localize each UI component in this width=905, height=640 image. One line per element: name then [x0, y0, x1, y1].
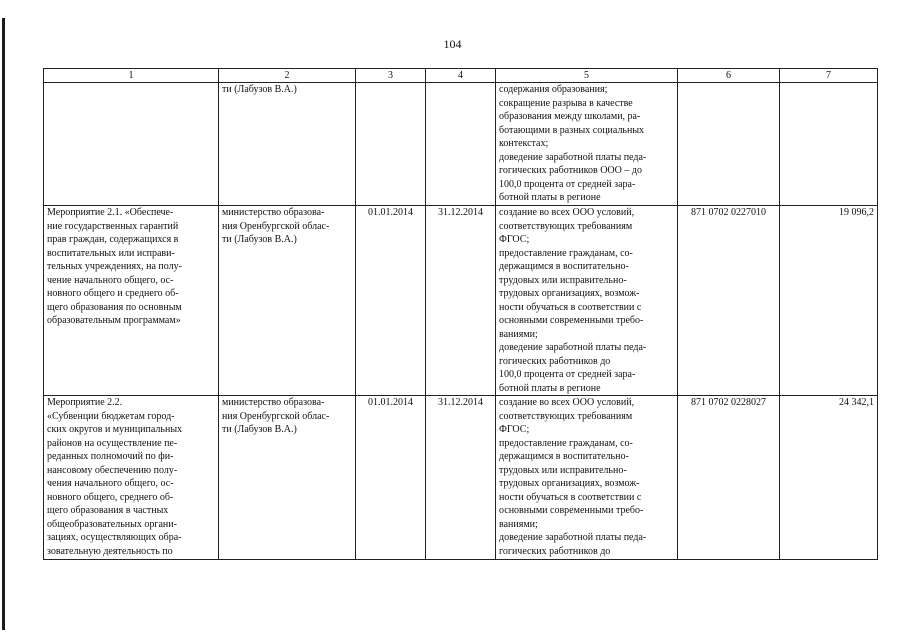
- page-number: 104: [443, 37, 462, 51]
- expected-result-cell-line: основными современными требо-: [499, 315, 644, 326]
- expected-result-cell-line: гогических работников до: [499, 545, 611, 557]
- expected-result-cell-line: ФГОС;: [499, 424, 530, 435]
- expected-result-cell: [496, 396, 678, 560]
- expected-result-cell-line: доведение заработной платы педа-: [499, 532, 647, 543]
- expected-result-cell-line: основными современными требо-: [499, 505, 644, 516]
- end-date-cell: 31.12.2014: [426, 206, 496, 396]
- expected-result-cell-line: предоставление гражданам, со-: [499, 247, 633, 259]
- activity-name-cell-line: чения начального общего, ос-: [47, 478, 174, 489]
- col-header-1: 1: [44, 69, 219, 83]
- end-date-cell: 31.12.2014: [426, 396, 496, 560]
- col-header-6: 6: [678, 69, 780, 83]
- expected-result-cell-line: ности обучаться в соответствии с: [499, 301, 642, 313]
- col-header-7: 7: [780, 69, 878, 83]
- expected-result-cell-line: трудовых или исправительно-: [499, 464, 627, 476]
- expected-result-cell-line: содержания образования;: [499, 84, 608, 95]
- activity-name-cell-line: Мероприятие 2.2.: [47, 397, 123, 408]
- expected-result-cell-line: 100,0 процента от средней зара-: [499, 178, 636, 190]
- page-left-border: [2, 18, 5, 630]
- expected-result-cell-line: трудовых или исправительно-: [499, 274, 627, 286]
- executor-cell-line: ния Оренбургской облас-: [222, 220, 330, 232]
- executor-cell-line: министерство образова-: [222, 207, 325, 218]
- expected-result-cell-line: соответствующих требованиям: [499, 410, 633, 422]
- expected-result-cell: [496, 206, 678, 396]
- col-header-2: 2: [219, 69, 356, 83]
- amount-cell: 19 096,2: [780, 206, 878, 396]
- activity-name-cell-line: зациях, осуществляющих обра-: [47, 532, 182, 543]
- activity-name-cell-line: новного общего, среднего об-: [47, 491, 174, 503]
- start-date-cell: 01.01.2014: [356, 206, 426, 396]
- activity-name-cell-line: новного общего и среднего об-: [47, 288, 179, 299]
- activity-name-cell-line: Мероприятие 2.1. «Обеспече-: [47, 207, 174, 218]
- col-header-3: 3: [356, 69, 426, 83]
- expected-result-cell-line: ности обучаться в соответствии с: [499, 491, 642, 503]
- table-row: [44, 396, 878, 560]
- budget-code-cell: 871 0702 0228027: [678, 396, 780, 560]
- executor-cell-line: ти (Лабузов В.А.): [222, 424, 297, 435]
- expected-result-cell-line: образования между школами, ра-: [499, 111, 641, 122]
- expected-result-cell-line: сокращение разрыва в качестве: [499, 97, 633, 109]
- activity-name-cell-line: «Субвенции бюджетам город-: [47, 410, 175, 422]
- executor-cell-line: ния Оренбургской облас-: [222, 410, 330, 422]
- activity-name-cell-line: воспитательных или исправи-: [47, 247, 175, 259]
- expected-result-cell-line: ботной платы в регионе: [499, 192, 601, 203]
- amount-cell: 24 342,1: [780, 396, 878, 560]
- activity-name-cell: [44, 396, 219, 560]
- activity-name-cell-line: ние государственных гарантий: [47, 220, 179, 232]
- activity-name-cell: [44, 83, 219, 206]
- activity-name-cell: [44, 206, 219, 396]
- col-header-4: 4: [426, 69, 496, 83]
- activity-name-cell-line: щего образования по основным: [47, 301, 182, 313]
- activity-name-cell-line: общеобразовательных органи-: [47, 518, 177, 530]
- table-row: [44, 83, 878, 206]
- budget-code-cell: 871 0702 0227010: [678, 206, 780, 396]
- expected-result-cell-line: трудовых организациях, возмож-: [499, 478, 640, 489]
- expected-result-cell-line: ваниями;: [499, 328, 538, 340]
- executor-cell: [219, 396, 356, 560]
- expected-result-cell-line: доведение заработной платы педа-: [499, 342, 647, 353]
- expected-result-cell: [496, 83, 678, 206]
- expected-result-cell-line: предоставление гражданам, со-: [499, 437, 633, 449]
- expected-result-cell-line: ботной платы в регионе: [499, 382, 601, 394]
- activity-name-cell-line: образовательным программам»: [47, 315, 181, 326]
- expected-result-cell-line: 100,0 процента от средней зара-: [499, 369, 636, 380]
- activity-name-cell-line: реданных полномочий по фи-: [47, 451, 174, 462]
- activity-name-cell-line: прав граждан, содержащихся в: [47, 234, 179, 245]
- expected-result-cell-line: трудовых организациях, возмож-: [499, 288, 640, 299]
- executor-cell-line: ти (Лабузов В.А.): [222, 84, 297, 95]
- start-date-cell: [356, 83, 426, 206]
- expected-result-cell-line: создание во всех ООО условий,: [499, 207, 635, 218]
- executor-cell-line: ти (Лабузов В.А.): [222, 234, 297, 245]
- end-date-cell: [426, 83, 496, 206]
- expected-result-cell-line: держащимся в воспитательно-: [499, 261, 629, 272]
- start-date-cell: 01.01.2014: [356, 396, 426, 560]
- executor-cell: [219, 83, 356, 206]
- expected-result-cell-line: ФГОС;: [499, 234, 530, 245]
- expected-result-cell-line: соответствующих требованиям: [499, 220, 633, 232]
- program-table: [43, 68, 878, 560]
- activity-name-cell-line: чение начального общего, ос-: [47, 274, 174, 286]
- activity-name-cell-line: зовательную деятельность по: [47, 545, 173, 557]
- executor-cell-line: министерство образова-: [222, 397, 325, 408]
- activity-name-cell-line: щего образования в частных: [47, 505, 169, 516]
- col-header-5: 5: [496, 69, 678, 83]
- expected-result-cell-line: гогических работников ООО – до: [499, 165, 642, 176]
- amount-cell: [780, 83, 878, 206]
- expected-result-cell-line: создание во всех ООО условий,: [499, 397, 635, 408]
- activity-name-cell-line: ских округов и муниципальных: [47, 424, 183, 435]
- expected-result-cell-line: ботающими в разных социальных: [499, 124, 645, 136]
- expected-result-cell-line: контекстах;: [499, 138, 549, 149]
- activity-name-cell-line: тельных учреждениях, на полу-: [47, 261, 182, 272]
- expected-result-cell-line: ваниями;: [499, 518, 538, 530]
- expected-result-cell-line: держащимся в воспитательно-: [499, 451, 629, 462]
- budget-code-cell: [678, 83, 780, 206]
- activity-name-cell-line: районов на осуществление пе-: [47, 437, 178, 449]
- header-row: [44, 69, 878, 83]
- activity-name-cell-line: нансовому обеспечению полу-: [47, 464, 178, 476]
- expected-result-cell-line: гогических работников до: [499, 355, 611, 367]
- executor-cell: [219, 206, 356, 396]
- table-row: [44, 206, 878, 396]
- expected-result-cell-line: доведение заработной платы педа-: [499, 151, 647, 163]
